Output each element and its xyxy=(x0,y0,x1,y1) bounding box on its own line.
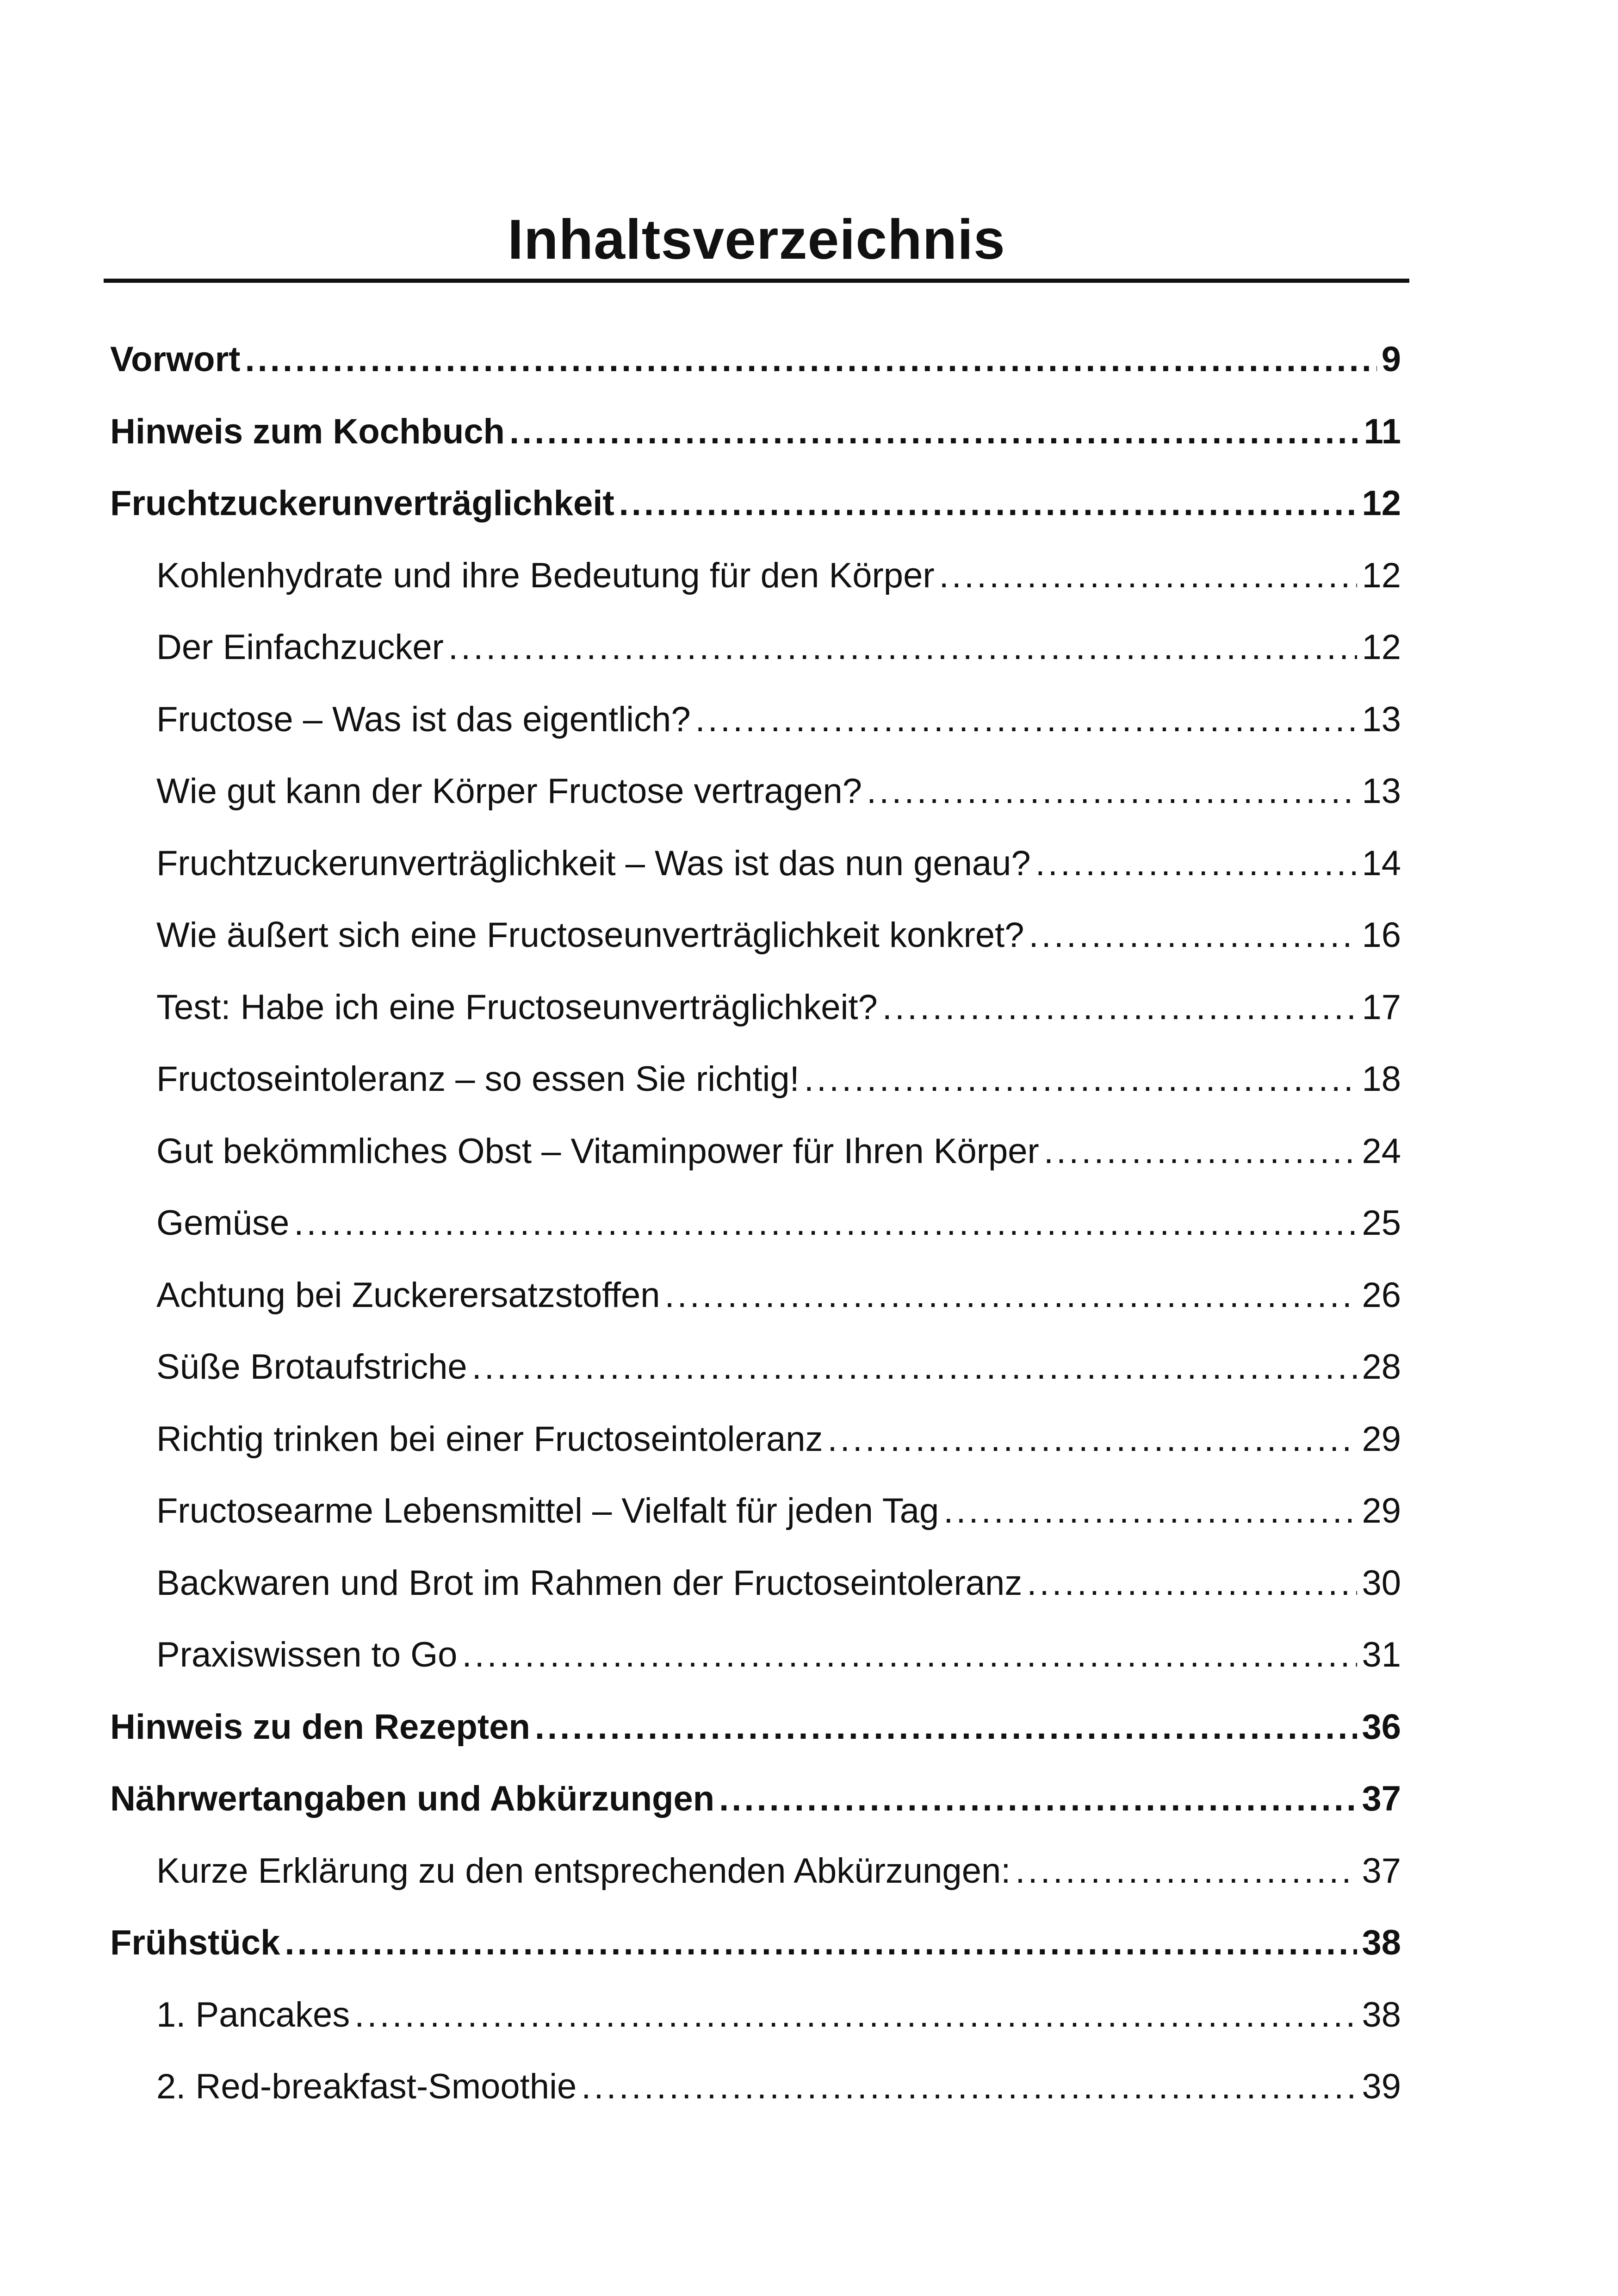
toc-section-entry xyxy=(110,1486,1401,1558)
toc-dot-leader xyxy=(1027,1558,1357,1609)
toc-dot-leader xyxy=(354,1990,1357,2041)
page-title: Inhaltsverzeichnis xyxy=(508,207,1005,271)
toc-page-number: 18 xyxy=(1362,1059,1401,1099)
toc-section-entry xyxy=(110,766,1401,838)
toc-entry-label: 1. Pancakes xyxy=(156,1995,350,2035)
toc-dot-leader xyxy=(719,1773,1357,1824)
toc-entry-label: Wie äußert sich eine Fructoseunverträglichkeit konkret? xyxy=(156,915,1024,955)
toc-dot-leader xyxy=(867,766,1357,817)
toc-page-number: 37 xyxy=(1362,1779,1401,1818)
toc-chapter-entry xyxy=(110,406,1401,479)
toc-entry-label: Hinweis zu den Rezepten xyxy=(110,1707,530,1747)
toc-entry-label: Gut bekömmliches Obst – Vitaminpower für Ihren Körper xyxy=(156,1131,1039,1171)
toc-entry-label: Nährwertangaben und Abkürzungen xyxy=(110,1779,715,1818)
toc-entry-label: Gemüse xyxy=(156,1203,290,1243)
toc-entry-label: Der Einfachzucker xyxy=(156,628,444,667)
toc-dot-leader xyxy=(1044,1126,1358,1177)
toc-dot-leader xyxy=(1015,1846,1357,1897)
toc-dot-leader xyxy=(882,982,1358,1033)
toc-page-number: 12 xyxy=(1362,628,1401,667)
toc-dot-leader xyxy=(581,2061,1357,2112)
toc-section-entry xyxy=(110,1270,1401,1342)
toc-entry-label: 2. Red-breakfast-Smoothie xyxy=(156,2067,577,2106)
toc-entry-label: Richtig trinken bei einer Fructoseintoleranz xyxy=(156,1419,823,1459)
toc-section-entry xyxy=(110,910,1401,982)
toc-entry-label: Achtung bei Zuckerersatzstoffen xyxy=(156,1275,660,1315)
toc-entry-label: Praxiswissen to Go xyxy=(156,1635,458,1674)
toc-section-entry xyxy=(110,1630,1401,1702)
toc-entry-label: Fruchtzuckerunverträglichkeit xyxy=(110,484,614,523)
toc-chapter-entry xyxy=(110,1917,1401,1990)
toc-dot-leader xyxy=(285,1917,1357,1968)
toc-page-number: 39 xyxy=(1362,2067,1401,2106)
toc-dot-leader xyxy=(804,1054,1358,1105)
toc-chapter-entry xyxy=(110,1702,1401,1774)
toc-entry-label: Frühstück xyxy=(110,1923,280,1962)
toc-page-number: 29 xyxy=(1362,1491,1401,1531)
toc-dot-leader xyxy=(943,1486,1357,1537)
toc-section-entry xyxy=(110,1198,1401,1270)
toc-page-number: 30 xyxy=(1362,1563,1401,1603)
toc-entry-label: Test: Habe ich eine Fructoseunverträglichkeit? xyxy=(156,987,878,1027)
toc-chapter-entry xyxy=(110,478,1401,550)
toc-entry-label: Fructosearme Lebensmittel – Vielfalt für jeden Tag xyxy=(156,1491,939,1531)
toc-dot-leader xyxy=(462,1630,1357,1680)
toc-section-entry xyxy=(110,1342,1401,1414)
toc-entry-label: Hinweis zum Kochbuch xyxy=(110,411,505,451)
toc-page-number: 26 xyxy=(1362,1275,1401,1315)
toc-chapter-entry xyxy=(110,1773,1401,1846)
toc-dot-leader xyxy=(245,334,1376,385)
toc-dot-leader xyxy=(535,1702,1358,1753)
toc-page-number: 38 xyxy=(1362,1923,1401,1962)
toc-dot-leader xyxy=(619,478,1358,529)
table-of-contents xyxy=(110,334,1401,2134)
toc-page-number: 29 xyxy=(1362,1419,1401,1459)
toc-dot-leader xyxy=(509,406,1359,457)
toc-page-number: 36 xyxy=(1362,1707,1401,1747)
toc-section-entry xyxy=(110,1846,1401,1918)
toc-page-number: 9 xyxy=(1381,340,1401,379)
toc-page-number: 31 xyxy=(1362,1635,1401,1674)
toc-entry-label: Kurze Erklärung zu den entsprechenden Abkürzungen: xyxy=(156,1851,1011,1891)
toc-entry-label: Wie gut kann der Körper Fructose vertragen? xyxy=(156,772,862,811)
toc-section-entry xyxy=(110,982,1401,1054)
toc-entry-label: Kohlenhydrate und ihre Bedeutung für den Körper xyxy=(156,555,935,595)
toc-chapter-entry xyxy=(110,334,1401,406)
toc-page-number: 24 xyxy=(1362,1131,1401,1171)
toc-section-entry xyxy=(110,1558,1401,1630)
toc-page-number: 38 xyxy=(1362,1995,1401,2035)
toc-dot-leader xyxy=(939,550,1358,601)
toc-page-number: 28 xyxy=(1362,1347,1401,1387)
toc-section-entry xyxy=(110,838,1401,910)
toc-entry-label: Fructoseintoleranz – so essen Sie richtig! xyxy=(156,1059,800,1099)
toc-section-entry xyxy=(110,550,1401,622)
toc-entry-label: Fruchtzuckerunverträglichkeit – Was ist das nun genau? xyxy=(156,843,1031,883)
toc-section-entry xyxy=(110,1990,1401,2062)
toc-page-number: 13 xyxy=(1362,772,1401,811)
toc-entry-label: Backwaren und Brot im Rahmen der Fructoseintoleranz xyxy=(156,1563,1023,1603)
toc-page-number: 17 xyxy=(1362,987,1401,1027)
toc-page-number: 37 xyxy=(1362,1851,1401,1891)
toc-page-number: 12 xyxy=(1362,484,1401,523)
toc-section-entry xyxy=(110,694,1401,766)
toc-page-number: 16 xyxy=(1362,915,1401,955)
toc-dot-leader xyxy=(665,1270,1358,1321)
toc-page-number: 11 xyxy=(1364,411,1401,451)
toc-dot-leader xyxy=(827,1414,1357,1465)
toc-section-entry xyxy=(110,2061,1401,2134)
toc-dot-leader xyxy=(472,1342,1358,1393)
toc-page-number: 12 xyxy=(1362,555,1401,595)
toc-section-entry xyxy=(110,1054,1401,1126)
toc-dot-leader xyxy=(1029,910,1357,961)
toc-page-number: 14 xyxy=(1362,843,1401,883)
toc-section-entry xyxy=(110,1126,1401,1198)
toc-section-entry xyxy=(110,622,1401,694)
toc-entry-label: Süße Brotaufstriche xyxy=(156,1347,467,1387)
title-divider xyxy=(104,279,1409,283)
toc-entry-label: Fructose – Was ist das eigentlich? xyxy=(156,699,691,739)
toc-dot-leader xyxy=(294,1198,1357,1249)
toc-dot-leader xyxy=(695,694,1358,745)
toc-page-number: 13 xyxy=(1362,699,1401,739)
toc-dot-leader xyxy=(448,622,1358,673)
toc-dot-leader xyxy=(1035,838,1358,889)
toc-entry-label: Vorwort xyxy=(110,340,241,379)
toc-section-entry xyxy=(110,1414,1401,1486)
toc-page-number: 25 xyxy=(1362,1203,1401,1243)
